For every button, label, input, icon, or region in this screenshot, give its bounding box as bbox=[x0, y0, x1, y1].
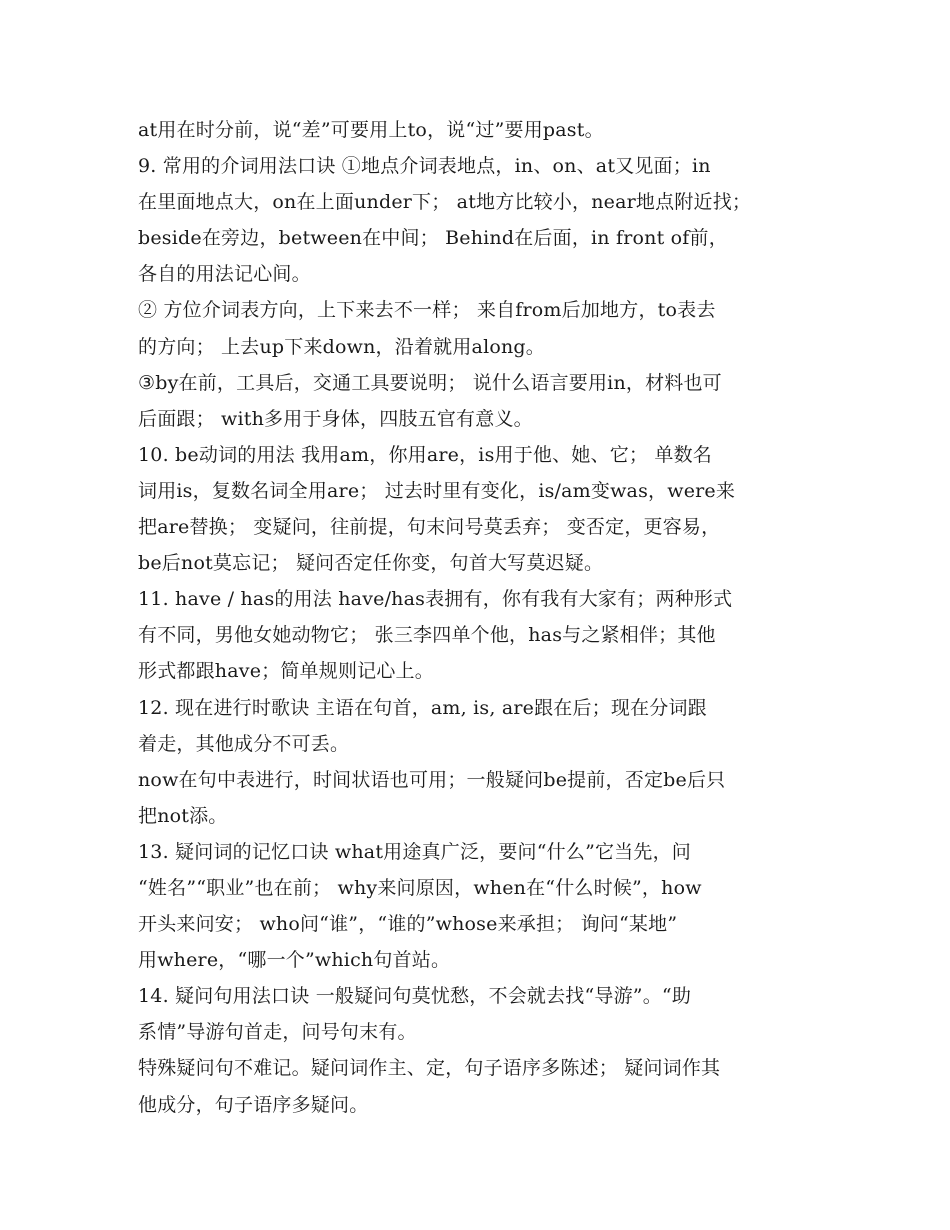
text-line: ③by在前，工具后，交通工具要说明； 说什么语言要用in，材料也可 bbox=[138, 371, 722, 394]
text-line: 11. have / has的用法 have/has表拥有，你有我有大家有；两种形式 bbox=[138, 588, 733, 611]
text-line: 14. 疑问句用法口诀 一般疑问句莫忧愁，不会就去找“导游”。“助 bbox=[138, 985, 692, 1008]
text-line: at用在时分前，说“差”可要用上to，说“过”要用past。 bbox=[138, 119, 604, 141]
text-line: 在里面地点大，on在上面under下； at地方比较小，near地点附近找； bbox=[138, 191, 752, 214]
text-line: 的方向； 上去up下来down，沿着就用along。 bbox=[138, 335, 545, 358]
text-line: 9. 常用的介词用法口诀 ①地点介词表地点，in、on、at又见面；in bbox=[138, 155, 711, 178]
text-line: 他成分，句子语序多疑问。 bbox=[138, 1093, 369, 1116]
text-line: now在句中表进行，时间状语也可用；一般疑问be提前，否定be后只 bbox=[138, 768, 726, 791]
text-line: 各自的用法记心间。 bbox=[138, 263, 311, 286]
text-line: 特殊疑问句不难记。疑问词作主、定，句子语序多陈述； 疑问词作其 bbox=[138, 1057, 721, 1080]
text-line: 开头来问安； who问“谁”，“谁的”whose来承担； 询问“某地” bbox=[138, 913, 678, 936]
text-line: be后not莫忘记； 疑问否定任你变，句首大写莫迟疑。 bbox=[138, 552, 604, 575]
text-line: 12. 现在进行时歌诀 主语在句首，am, is, are跟在后；现在分词跟 bbox=[138, 696, 707, 719]
text-line: 着走，其他成分不可丢。 bbox=[138, 732, 350, 755]
text-line: 有不同，男他女她动物它； 张三李四单个他，has与之紧相伴；其他 bbox=[138, 624, 716, 647]
text-line: 形式都跟have；简单规则记心上。 bbox=[138, 660, 434, 683]
text-line: 词用is，复数名词全用are； 过去时里有变化，is/am变was，were来 bbox=[138, 479, 736, 502]
text-line: beside在旁边，between在中间； Behind在后面，in front of前， bbox=[138, 227, 728, 250]
text-line: “姓名”“职业”也在前； why来问原因，when在“什么时候”，how bbox=[138, 876, 702, 899]
text-line: 后面跟； with多用于身体，四肢五官有意义。 bbox=[138, 407, 533, 430]
text-line: 把are替换； 变疑问，往前提，句末问号莫丢弃； 变否定，更容易， bbox=[138, 516, 721, 539]
text-line: 13. 疑问词的记忆口诀 what用途真广泛，要问“什么”它当先，问 bbox=[138, 840, 691, 863]
text-line: 10. be动词的用法 我用am，你用are，is用于他、她、它； 单数名 bbox=[138, 443, 712, 466]
text-line: 把not添。 bbox=[138, 804, 228, 827]
text-line: ② 方位介词表方向，上下来去不一样； 来自from后加地方，to表去 bbox=[138, 299, 716, 322]
text-line: 用where，“哪一个”which句首站。 bbox=[138, 949, 451, 972]
text-line: 系情”导游句首走，问号句末有。 bbox=[138, 1021, 417, 1044]
document-body bbox=[138, 112, 828, 1123]
